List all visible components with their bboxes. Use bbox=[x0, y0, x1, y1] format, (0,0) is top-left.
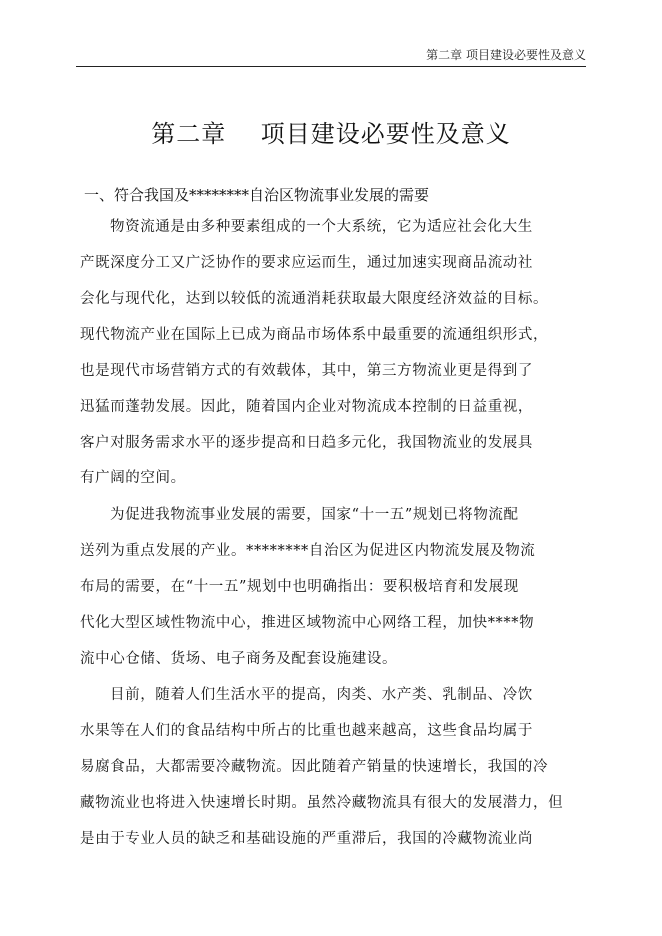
section-heading: 一、符合我国及********自治区物流事业发展的需要 bbox=[84, 186, 430, 204]
running-header: 第二章 项目建设必要性及意义 bbox=[76, 44, 586, 67]
paragraph-2-line-5: 流中心仓储、货场、电子商务及配套设施建设。 bbox=[80, 651, 398, 667]
paragraph-1-line-3: 会化与现代化，达到以较低的流通消耗获取最大限度经济效益的目标。 bbox=[80, 291, 549, 307]
paragraph-1-line-4: 现代物流产业在国际上已成为商品市场体系中最重要的流通组织形式， bbox=[80, 327, 549, 343]
paragraph-2-line-1: 为促进我物流事业发展的需要，国家“十一五”规划已将物流配 bbox=[110, 507, 519, 523]
paragraph-1-line-1: 物资流通是由多种要素组成的一个大系统，它为适应社会化大生 bbox=[110, 219, 533, 235]
paragraph-3-line-2: 水果等在人们的食品结构中所占的比重也越来越高，这些食品均属于 bbox=[80, 723, 533, 739]
paragraph-3-line-5: 是由于专业人员的缺乏和基础设施的严重滞后，我国的冷藏物流业尚 bbox=[80, 831, 533, 847]
paragraph-2-line-4: 代化大型区域性物流中心，推进区域物流中心网络工程，加快****物 bbox=[80, 615, 535, 631]
paragraph-1-line-5: 也是现代市场营销方式的有效载体，其中，第三方物流业更是得到了 bbox=[80, 363, 533, 379]
paragraph-2-line-2: 送列为重点发展的产业。********自治区为促进区内物流发展及物流 bbox=[80, 543, 536, 559]
paragraph-2-line-3: 布局的需要，在“十一五”规划中也明确指出：要积极培育和发展现 bbox=[80, 579, 519, 595]
paragraph-1-line-7: 客户对服务需求水平的逐步提高和日趋多元化，我国物流业的发展具 bbox=[80, 435, 533, 451]
paragraph-1-line-2: 产既深度分工又广泛协作的要求应运而生，通过加速实现商品流动社 bbox=[80, 255, 533, 271]
paragraph-3-line-1: 目前，随着人们生活水平的提高，肉类、水产类、乳制品、冷饮 bbox=[110, 687, 533, 703]
chapter-title: 第二章 项目建设必要性及意义 bbox=[151, 120, 511, 148]
paragraph-1-line-8: 有广阔的空间。 bbox=[80, 470, 186, 486]
paragraph-3-line-4: 藏物流业也将进入快速增长时期。虽然冷藏物流具有很大的发展潜力，但 bbox=[80, 795, 564, 811]
paragraph-3-line-3: 易腐食品，大都需要冷藏物流。因此随着产销量的快速增长，我国的冷 bbox=[80, 759, 549, 775]
paragraph-1-line-6: 迅猛而蓬勃发展。因此，随着国内企业对物流成本控制的日益重视， bbox=[80, 399, 533, 415]
